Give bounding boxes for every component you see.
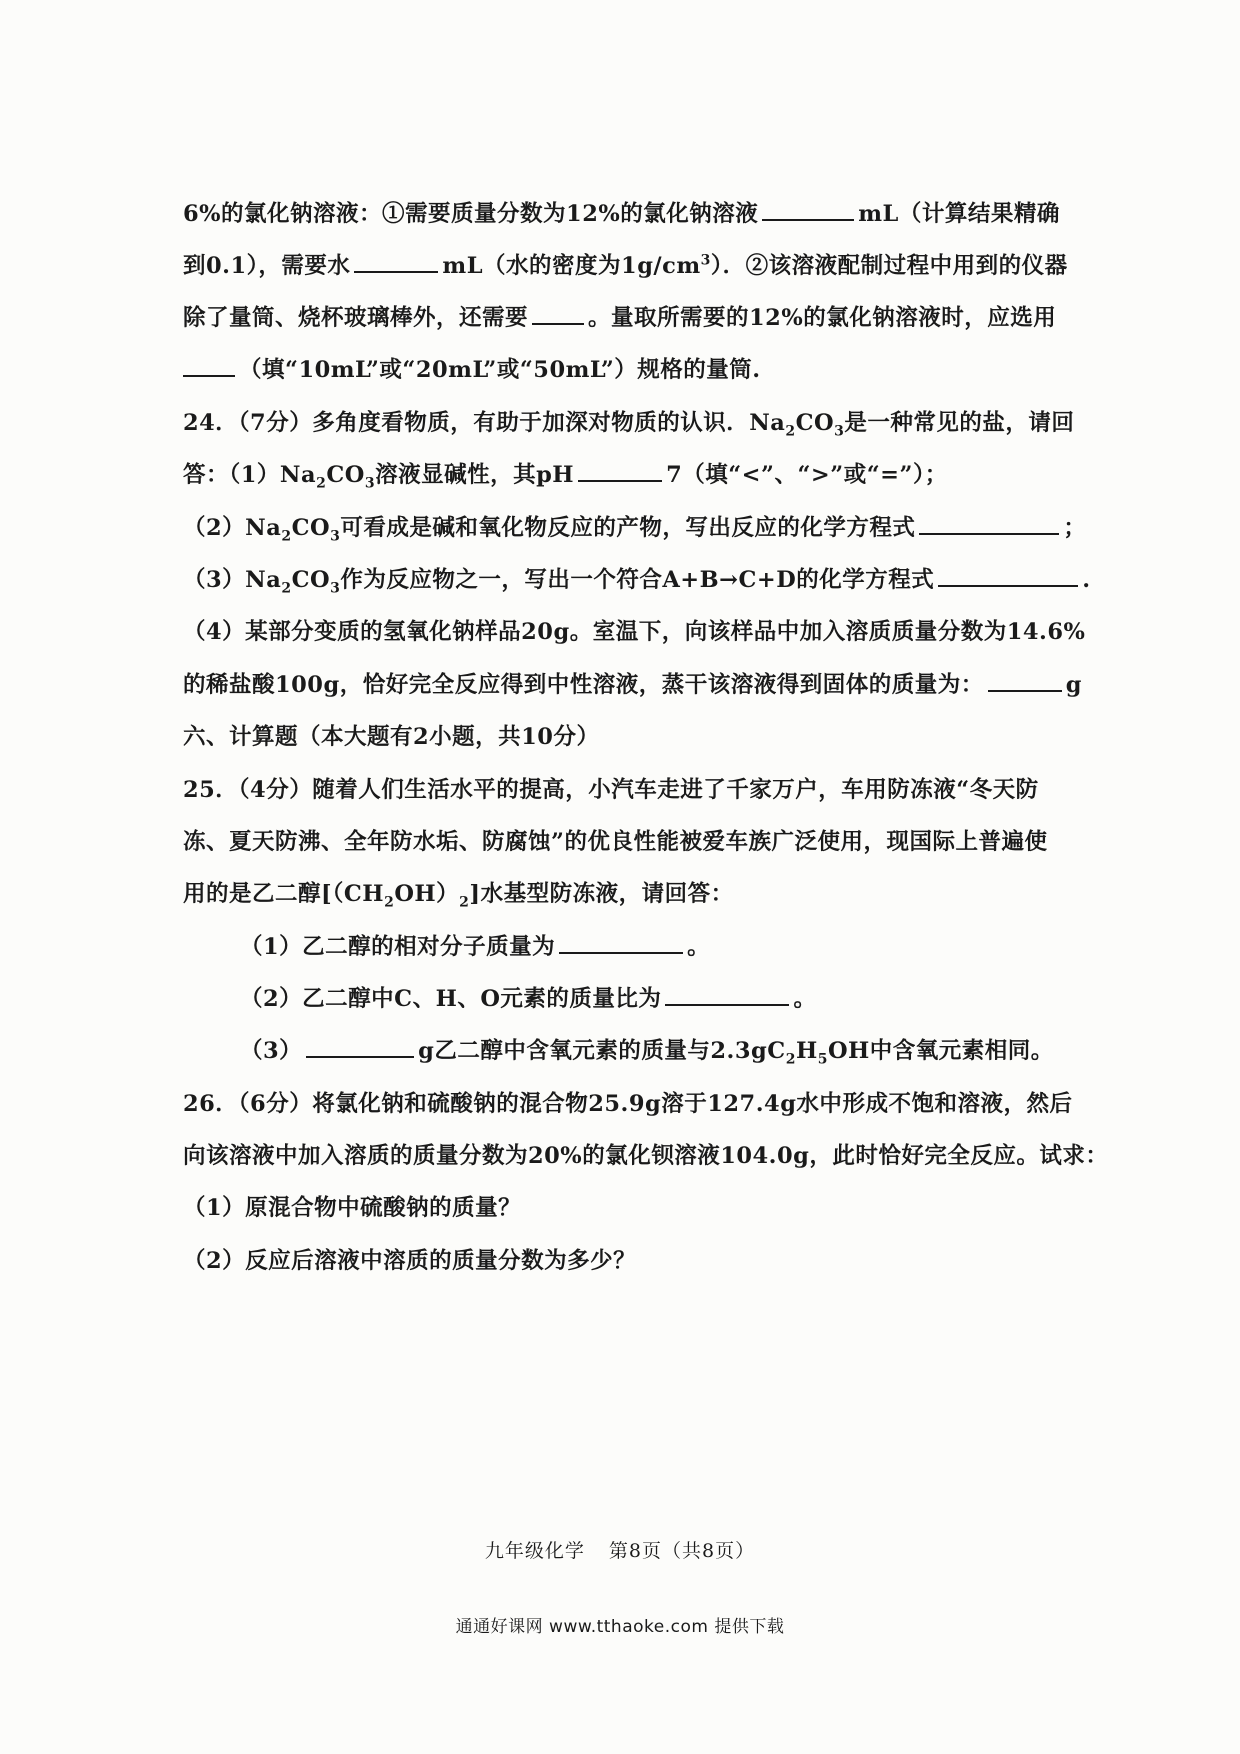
text: CO [795,410,835,436]
text: 25．（4分）随着人们生活水平的提高，小汽车走进了千家万户，车用防冻液“冬天防 [183,777,1039,803]
text: 。 [687,934,711,960]
subscript: 2 [459,894,470,911]
question-24-line-5 [183,614,1097,646]
text: （2）乙二醇中C、H、O元素的质量比为 [240,986,662,1012]
text: CO [291,567,331,593]
text: （3）Na [183,567,282,593]
answer-blank [183,374,235,377]
text: 。 [793,986,817,1012]
question-25-part-3 [240,1033,1097,1068]
subscript: 3 [330,528,341,545]
text: OH） [394,881,460,907]
answer-blank [762,218,854,221]
answer-blank [665,1003,789,1006]
text: 用的是乙二醇[（CH [183,881,385,907]
subscript: 2 [281,528,292,545]
text: CO [326,462,365,488]
text: （4）某部分变质的氢氧化钠样品20g。室温下，向该样品中加入溶质质量分数为14.6% [183,619,1086,645]
text: ； [1063,515,1087,541]
text: （1）乙二醇的相对分子质量为 [240,934,556,960]
answer-blank [532,322,584,325]
answer-blank [919,532,1059,535]
question-24-line-1 [183,405,1097,440]
text: 除了量筒、烧杯玻璃棒外，还需要 [183,305,529,331]
text: 7（填“<”、“>”或“=”）； [666,462,948,488]
text: g [1065,672,1082,698]
answer-blank [354,270,438,273]
answer-blank [578,479,662,482]
page-footer [0,1536,1240,1563]
text: （1）原混合物中硫酸钠的质量？ [183,1195,522,1221]
subscript: 2 [384,894,395,911]
text: （填“10mL”或“20mL”或“50mL”）规格的量筒. [239,357,761,383]
answer-blank [938,584,1078,587]
text: 6%的氯化钠溶液：①需要质量分数为12%的氯化钠溶液 [183,201,759,227]
question-23-line-1 [183,196,1097,228]
question-24-line-6 [183,667,1097,699]
question-23-line-2 [183,248,1097,280]
text: 的稀盐酸100g，恰好完全反应得到中性溶液，蒸干该溶液得到固体的质量为： [183,672,984,698]
question-23-line-4 [183,352,1097,384]
text: mL（水的密度为1g/cm [442,253,701,279]
subscript: 3 [834,423,845,440]
footer-page-number: 第8页（共8页） [608,1540,756,1562]
question-25-line-1 [183,772,1097,804]
text: 24．（7分）多角度看物质，有助于加深对物质的认识．Na [183,410,786,436]
text: （2）Na [183,515,282,541]
footer-subject: 九年级化学 [484,1540,585,1562]
download-watermark: 通通好课网 www.tthaoke.com 提供下载 [455,1617,785,1637]
text: 冻、夏天防沸、全年防水垢、防腐蚀”的优良性能被爱车族广泛使用，现国际上普遍使 [183,829,1048,855]
question-26-line-2 [183,1138,1109,1170]
text: g乙二醇中含氧元素的质量与2.3gC [418,1038,786,1064]
question-26-line-1 [183,1086,1097,1118]
answer-blank [559,951,683,954]
text: mL（计算结果精确 [858,201,1060,227]
text: （2）反应后溶液中溶质的质量分数为多少？ [183,1248,637,1274]
subscript: 2 [281,580,292,597]
question-25-part-1 [240,929,1097,961]
text: ]水基型防冻液，请回答： [469,881,734,907]
text: OH中含氧元素相同。 [827,1038,1054,1064]
text: 可看成是碱和氧化物反应的产物，写出反应的化学方程式 [340,515,916,541]
text: 作为反应物之一，写出一个符合A+B→C+D的化学方程式 [340,567,935,593]
text: 溶液显碱性，其pH [375,462,575,488]
question-24-line-2 [183,457,1097,492]
subscript: 2 [785,1051,796,1068]
text: ）．②该溶液配制过程中用到的仪器 [710,253,1068,279]
question-26-part-2 [183,1243,1097,1275]
question-25-line-3 [183,876,1097,911]
text: 六、计算题（本大题有2小题，共10分） [183,724,600,750]
answer-blank [306,1055,414,1058]
text: . [1082,567,1091,593]
text: CO [291,515,331,541]
subscript: 2 [316,475,327,492]
question-25-line-2 [183,824,1097,856]
text: （3） [240,1038,303,1064]
question-24-line-3 [183,510,1097,545]
question-26-part-1 [183,1190,1097,1222]
question-25-part-2 [240,981,1097,1013]
text: H [795,1038,818,1064]
text: 到0.1），需要水 [183,253,351,279]
subscript: 2 [785,423,796,440]
subscript: 3 [364,475,376,492]
text: 答：（1）Na [183,462,317,488]
section-6-heading [183,719,1097,751]
question-24-line-4 [183,562,1097,597]
answer-blank [988,689,1062,692]
subscript: 5 [817,1051,828,1068]
superscript: 3 [700,252,711,269]
text: 26．（6分）将氯化钠和硫酸钠的混合物25.9g溶于127.4g水中形成不饱和溶液，然后 [183,1091,1073,1117]
question-23-line-3 [183,300,1097,332]
text: 是一种常见的盐，请回 [844,410,1075,436]
text: 。量取所需要的12%的氯化钠溶液时，应选用 [588,305,1057,331]
text: 向该溶液中加入溶质的质量分数为20%的氯化钡溶液104.0g，此时恰好完全反应。试求： [183,1143,1109,1169]
subscript: 3 [330,580,341,597]
